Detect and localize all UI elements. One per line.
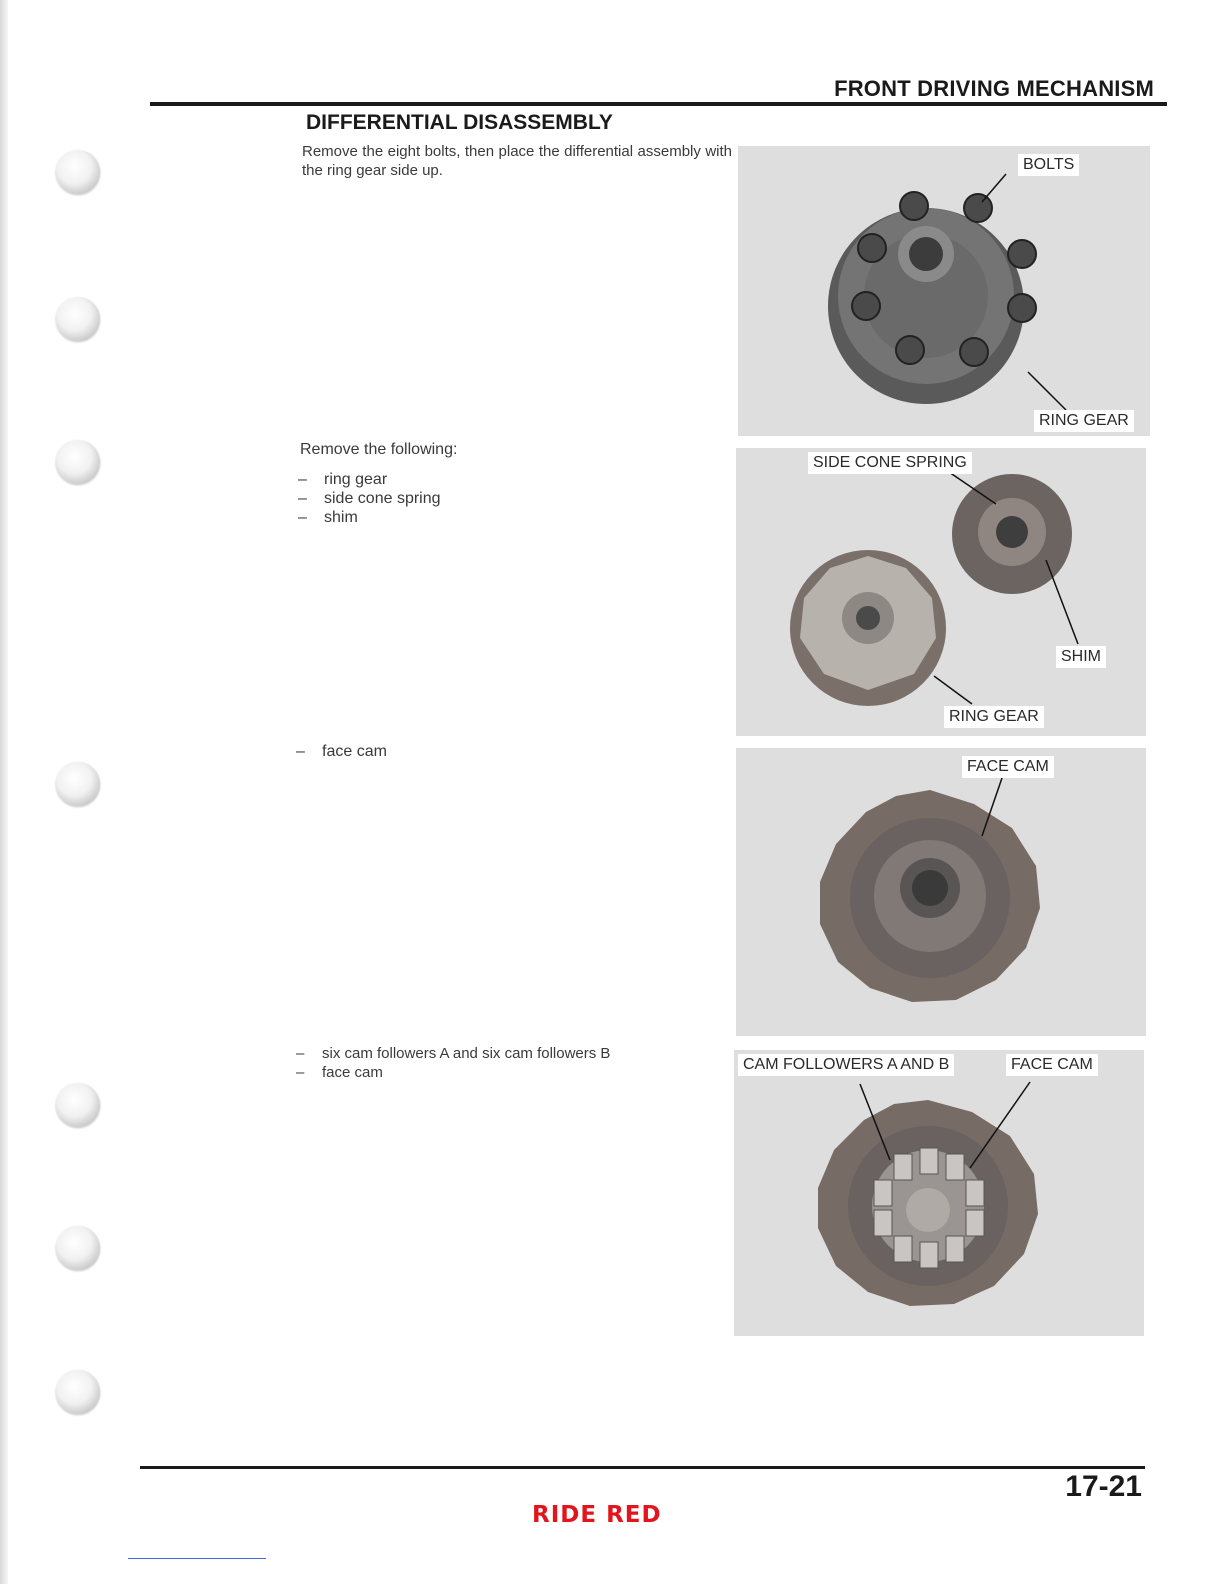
figure-differential-assembly bbox=[738, 146, 1150, 436]
figure-face-cam bbox=[736, 748, 1146, 1036]
label-ring-gear: RING GEAR bbox=[944, 706, 1044, 728]
label-shim: SHIM bbox=[1056, 646, 1106, 668]
list-item: – shim bbox=[298, 508, 441, 527]
list-item: – face cam bbox=[296, 742, 387, 761]
ride-red-watermark: RIDE RED bbox=[532, 1502, 662, 1528]
step1-instruction: Remove the eight bolts, then place the differential assembly with the ring gear side up. bbox=[302, 143, 732, 179]
step3-list bbox=[296, 742, 387, 761]
chapter-title: FRONT DRIVING MECHANISM bbox=[834, 76, 1154, 101]
list-item: – six cam followers A and six cam followers B bbox=[296, 1044, 610, 1063]
label-face-cam: FACE CAM bbox=[962, 756, 1054, 778]
face-cam-illustration bbox=[736, 748, 1146, 1036]
step2-intro: Remove the following: bbox=[300, 441, 458, 458]
binder-hole bbox=[56, 297, 100, 341]
footer-rule bbox=[140, 1466, 1145, 1469]
label-face-cam: FACE CAM bbox=[1006, 1054, 1098, 1076]
figure-ring-gear-spring-shim bbox=[736, 448, 1146, 736]
section-title: DIFFERENTIAL DISASSEMBLY bbox=[306, 111, 613, 134]
ring-gear-parts-illustration bbox=[736, 448, 1146, 736]
figure-cam-followers bbox=[734, 1050, 1144, 1336]
list-item: – ring gear bbox=[298, 470, 441, 489]
differential-assembly-illustration bbox=[738, 146, 1150, 436]
label-bolts: BOLTS bbox=[1018, 154, 1079, 176]
list-item: – face cam bbox=[296, 1063, 610, 1082]
cam-followers-illustration bbox=[734, 1050, 1144, 1336]
list-item: – side cone spring bbox=[298, 489, 441, 508]
binder-hole bbox=[56, 150, 100, 194]
binder-hole bbox=[56, 1370, 100, 1414]
binder-edge bbox=[0, 0, 8, 1584]
binder-hole bbox=[56, 440, 100, 484]
step4-list bbox=[296, 1044, 610, 1082]
step2-list bbox=[298, 470, 441, 527]
header-rule bbox=[150, 102, 1167, 106]
binder-hole bbox=[56, 1226, 100, 1270]
label-cam-followers: CAM FOLLOWERS A AND B bbox=[738, 1054, 954, 1076]
label-side-cone-spring: SIDE CONE SPRING bbox=[808, 452, 972, 474]
page-number: 17-21 bbox=[1065, 1470, 1142, 1503]
label-ring-gear: RING GEAR bbox=[1034, 410, 1134, 432]
underline-artifact bbox=[128, 1558, 266, 1559]
binder-hole bbox=[56, 762, 100, 806]
binder-hole bbox=[56, 1083, 100, 1127]
